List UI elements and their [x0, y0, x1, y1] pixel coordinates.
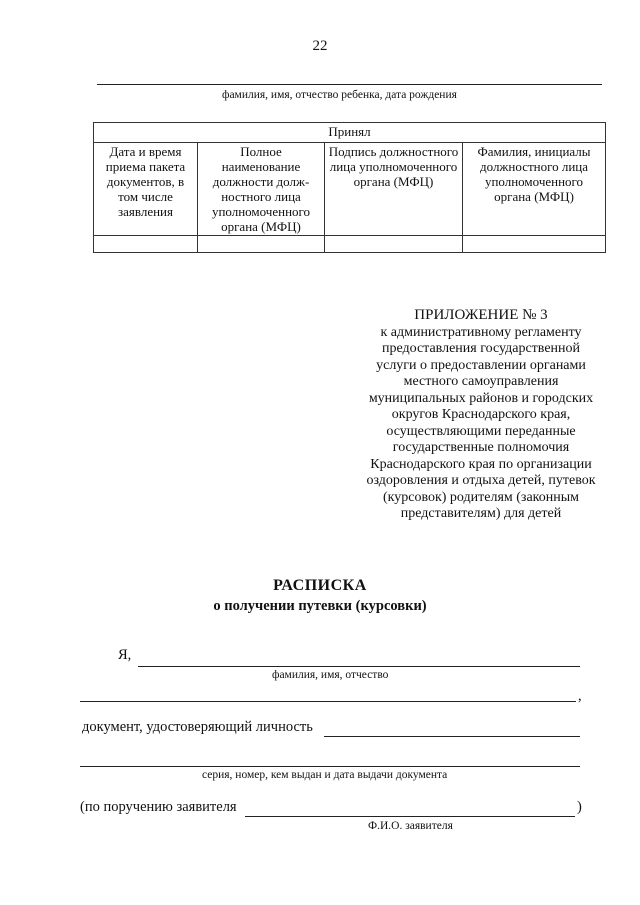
appendix-line: представителям) для детей: [400, 506, 562, 521]
proxy-label: (по поручению заявителя: [80, 799, 237, 815]
i-label: Я,: [118, 647, 132, 663]
appendix-line: услуги о предоставлении органами: [376, 357, 586, 373]
cell-signature[interactable]: [325, 236, 463, 253]
page-number: 22: [312, 38, 328, 54]
id-doc-label: документ, удостоверяющий личность: [82, 719, 313, 735]
appendix-line: оздоровления и отдыха детей, путевок: [366, 473, 596, 488]
appendix-title: ПРИЛОЖЕНИЕ № 3: [414, 307, 548, 323]
receipt-subtitle: о получении путевки (курсовки): [213, 598, 427, 614]
child-fill-line[interactable]: [97, 84, 602, 85]
fio-continuation-line[interactable]: [80, 701, 576, 702]
received-table: [93, 122, 606, 253]
appendix-block: [352, 307, 610, 523]
appendix-line: государственные полномочия: [392, 440, 570, 455]
cell-datetime[interactable]: [94, 236, 198, 253]
col-header-position: Полное наименование должности долж-ностного лица уполномоченного органа (МФЦ): [198, 143, 325, 236]
fio-fill-line[interactable]: [138, 666, 580, 667]
appendix-line: к административному регламенту: [380, 324, 582, 340]
id-doc-fill-line[interactable]: [324, 736, 580, 737]
child-caption: фамилия, имя, отчество ребенка, дата рождения: [222, 89, 457, 101]
col-header-name: Фамилия, инициалы должностного лица уполномоченного органа (МФЦ): [463, 143, 606, 236]
applicant-caption: Ф.И.О. заявителя: [368, 820, 453, 832]
doc-caption: серия, номер, кем выдан и дата выдачи документа: [202, 769, 448, 781]
appendix-line: местного самоуправления: [403, 374, 559, 389]
cell-name[interactable]: [463, 236, 606, 253]
proxy-fill-line[interactable]: [245, 816, 575, 817]
appendix-line: округов Краснодарского края,: [391, 407, 571, 422]
cell-position[interactable]: [198, 236, 325, 253]
appendix-line: предоставления государственной: [381, 341, 581, 356]
appendix-line: муниципальных районов и городских: [368, 390, 594, 406]
col-header-datetime: Дата и время приема пакета документов, в том числе заявления: [94, 143, 198, 236]
col-header-signature: Подпись должностного лица уполномоченного органа (МФЦ): [325, 143, 463, 236]
appendix-line: Краснодарского края по организации: [370, 456, 592, 472]
receipt-title: РАСПИСКА: [273, 577, 367, 594]
received-table-header: Принял: [94, 123, 606, 143]
doc-details-fill-line[interactable]: [80, 766, 580, 767]
appendix-line: осуществляющими переданные: [386, 423, 576, 439]
proxy-close: ): [577, 799, 582, 815]
comma: ,: [578, 688, 582, 704]
fio-caption: фамилия, имя, отчество: [272, 669, 389, 681]
appendix-line: (курсовок) родителям (законным: [382, 489, 580, 505]
